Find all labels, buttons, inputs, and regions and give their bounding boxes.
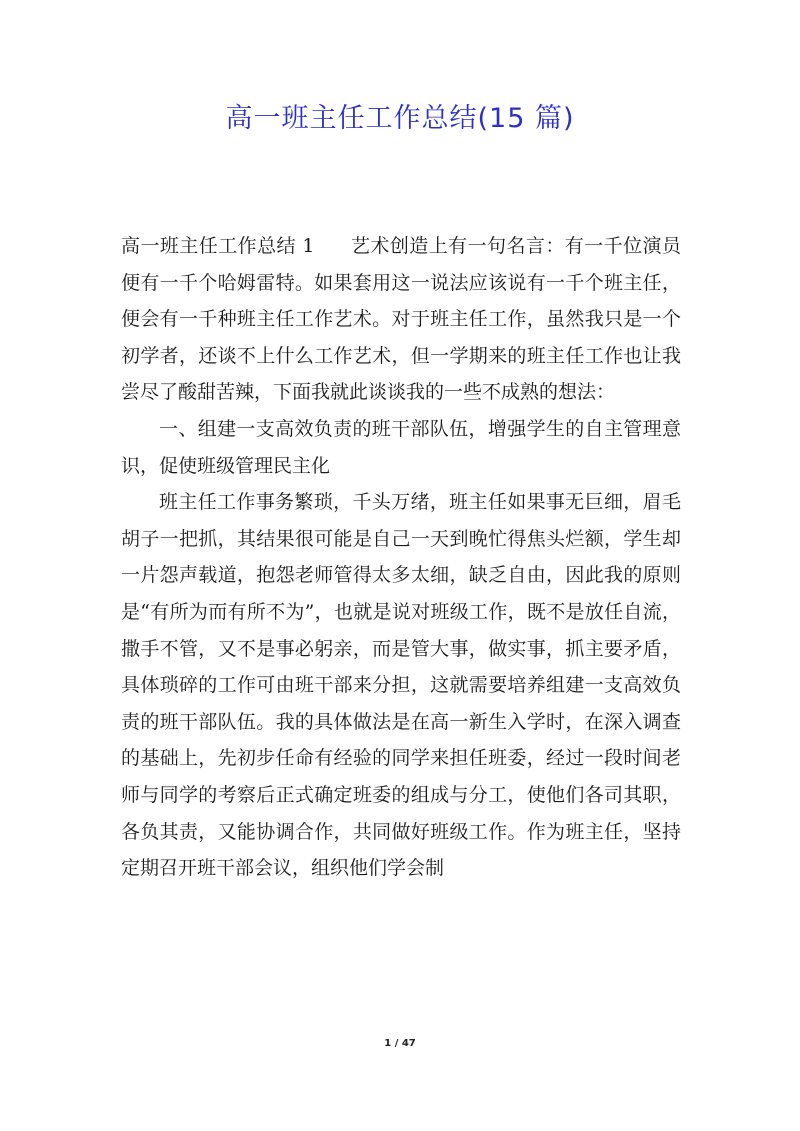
page-number: 1 / 47 <box>384 1038 416 1049</box>
document-body <box>121 228 681 887</box>
section-one-heading: 一、组建一支高效负责的班干部队伍，增强学生的自主管理意识，促使班级管理民主化 <box>121 417 681 477</box>
document-title: 高一班主任工作总结(15 篇) <box>225 103 575 134</box>
intro-paragraph <box>121 228 681 411</box>
body-paragraph: 班主任工作事务繁琐，千头万绪，班主任如果事无巨细，眉毛胡子一把抓，其结果很可能是自己一天到晚忙得焦头烂额，学生却一片怨声载道，抱怨老师管得太多太细，缺乏自由，因此我的原则是“有所为而有所不为”，也就是说对班级工作，既不是放任自流，撒手不管，又不是事必躬亲，而是管大事，做实事，抓主要矛盾，具体琐碎的工作可由班干部来分担，这就需要培养组建一支高效负责的班干部队伍。我的具体做法是在高一新生入学时，在深入调查的基础上，先初步任命有经验的同学来担任班委，经过一段时间老师与同学的考察后正式确定班委的组成与分工，使他们各司其职，各负其责，又能协调合作，共同做好班级工作。作为班主任，坚持定期召开班干部会议，组织他们学会制 <box>121 491 681 880</box>
section-heading: 高一班主任工作总结 1 <box>121 235 315 257</box>
intro-text: 艺术创造上有一句名言：有一千位演员便有一千个哈姆雷特。如果套用这一说法应该说有一千个班主任，便会有一千种班主任工作艺术。对于班主任工作，虽然我只是一个初学者，还谈不上什么工作艺术，但一学期来的班主任工作也让我尝尽了酸甜苦辣，下面我就此谈谈我的一些不成熟的想法： <box>121 235 681 404</box>
